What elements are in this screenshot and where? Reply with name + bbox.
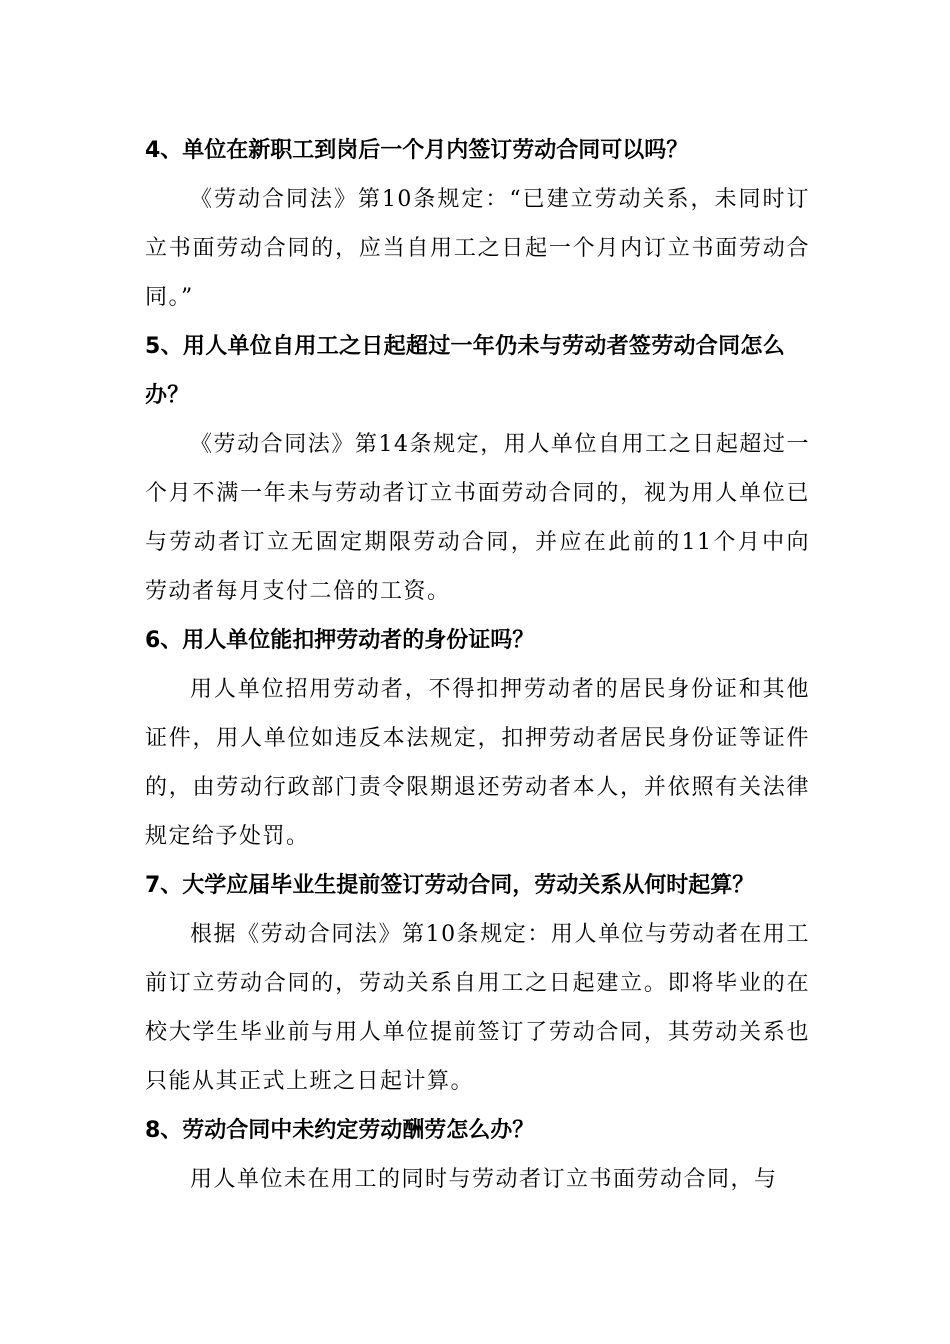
question-7: 7、大学应届毕业生提前签订劳动合同，劳动关系从何时起算？ bbox=[145, 873, 755, 898]
question-5: 5、用人单位自用工之日起超过一年仍未与劳动者签劳动合同怎么办？ bbox=[145, 334, 786, 408]
question-8: 8、劳动合同中未约定劳动酬劳怎么办？ bbox=[145, 1118, 535, 1143]
answer-8: 用人单位未在用工的同时与劳动者订立书面劳动合同，与 bbox=[190, 1167, 778, 1192]
document-page bbox=[145, 126, 810, 1204]
answer-6: 用人单位招用劳动者，不得扣押劳动者的居民身份证和其他证件，用人单位如违反本法规定，扣押劳动者居民身份证等证件的，由劳动行政部门责令限期退还劳动者本人，并依照有关法律规定给予处罚。 bbox=[145, 677, 810, 849]
answer-4: 《劳动合同法》第10条规定：“已建立劳动关系，未同时订立书面劳动合同的，应当自用工之日起一个月内订立书面劳动合同。” bbox=[145, 187, 810, 310]
answer-5: 《劳动合同法》第14条规定，用人单位自用工之日起超过一个月不满一年未与劳动者订立书面劳动合同的，视为用人单位已与劳动者订立无固定期限劳动合同，并应在此前的11个月中向劳动者每月支付二倍的工资。 bbox=[145, 432, 810, 604]
question-6: 6、用人单位能扣押劳动者的身份证吗？ bbox=[145, 628, 535, 653]
question-4: 4、单位在新职工到岗后一个月内签订劳动合同可以吗？ bbox=[145, 138, 689, 163]
answer-7: 根据《劳动合同法》第10条规定：用人单位与劳动者在用工前订立劳动合同的，劳动关系自用工之日起建立。即将毕业的在校大学生毕业前与用人单位提前签订了劳动合同，其劳动关系也只能从其正式上班之日起计算。 bbox=[145, 922, 810, 1094]
